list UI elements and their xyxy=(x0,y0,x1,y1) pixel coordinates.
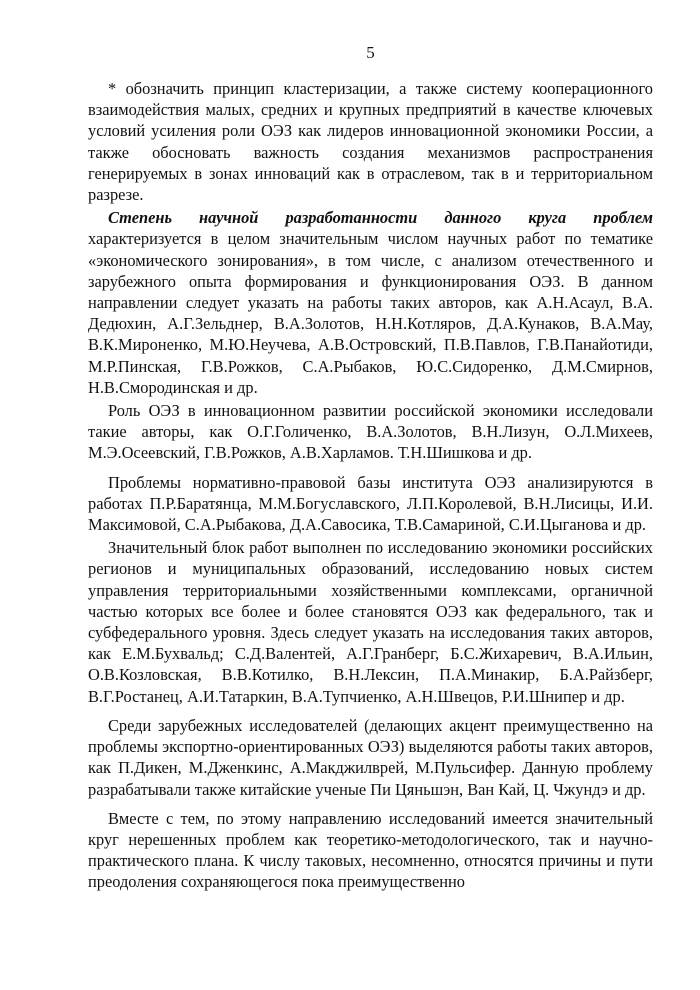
paragraph-text: Роль ОЭЗ в инновационном развитии российской экономики исследовали такие авторы, как О.Г.Голиченко, В.А.Золотов, В.Н.Лизун, О.Л.Михеев, М.Э.Осеевский, Г.В.Рожков, А.В.Харламов. Т.Н.Шишкова и др. xyxy=(88,401,653,463)
paragraph-legal-base xyxy=(88,472,653,536)
paragraph-text: Значительный блок работ выполнен по исследованию экономики российских регионов и муниципальных образований, исследованию новых систем управления территориальными хозяйственными комплексами, органичной частью которых все более и более становятся ОЭЗ как федерального, так и субфедерального уровня. Здесь следует указать на исследования таких авторов, как Е.М.Бухвальд; С.Д.Валентей, А.Г.Гранберг, Б.С.Жихаревич, В.А.Ильин, О.В.Козловская, В.В.Котилко, В.Н.Лексин, П.А.Минакир, Б.А.Райзберг, В.Г.Ростанец, А.И.Татаркин, В.А.Тупчиенко, А.Н.Швецов, Р.И.Шнипер и др. xyxy=(88,538,653,706)
paragraph-innovation-role xyxy=(88,400,653,464)
paragraph-text: Проблемы нормативно-правовой базы института ОЭЗ анализируются в работах П.Р.Баратянца, М.М.Богуславского, Л.П.Королевой, В.Н.Лисицы, И.И. Максимовой, С.А.Рыбакова, Д.А.Савосика, Т.В.Самариной, С.И.Цыганова и др. xyxy=(88,472,653,535)
paragraph-lead-phrase: Степень научной разработанности данного круга проблем xyxy=(108,208,653,228)
paragraph-text: Вместе с тем, по этому направлению исследований имеется значительный круг нерешенных проблем как теоретико-методологического, так и научно-практического плана. К числу таковых, несомненно, относятся причины и пути преодоления сохраняющегося пока преимущественно xyxy=(88,808,653,892)
paragraph-text: характеризуется в целом значительным числом научных работ по тематике «экономического зонирования», в том числе, с анализом отечественного и зарубежного опыта формирования и функционирования ОЭЗ. В данном направлении следует указать на работы таких авторов, как А.Н.Асаул, В.А. Дедюхин, А.Г.Зельднер, В.А.Золотов, Н.Н.Котляров, Д.А.Кунаков, В.А.Мау, В.К.Мироненко, М.Ю.Неучева, А.В.Островский, П.В.Павлов, Г.В.Панайотиди, М.Р.Пинская, Г.В.Рожков, С.А.Рыбаков, Ю.С.Сидоренко, Д.М.Смирнов, Н.В.Смородинская и др. xyxy=(88,229,653,397)
paragraph-regional-economics xyxy=(88,537,653,707)
paragraph-unsolved-problems xyxy=(88,808,653,893)
document-page xyxy=(88,30,653,901)
paragraph-clustering-principle xyxy=(88,78,653,205)
paragraph-research-degree xyxy=(88,207,653,398)
paragraph-text: Среди зарубежных исследователей (делающих акцент преимущественно на проблемы экспортно-ориентированных ОЭЗ) выделяются работы таких авторов, как П.Дикен, М.Дженкинс, А.Макджилврей, М.Пульсифер. Данную проблему разрабатывали также китайские ученые Пи Цяньшэн, Ван Кай, Ц. Чжундэ и др. xyxy=(88,715,653,799)
paragraph-foreign-researchers xyxy=(88,715,653,800)
paragraph-text: * обозначить принцип кластеризации, а также систему кооперационного взаимодействия малых, средних и крупных предприятий в качестве ключевых условий усиления роли ОЭЗ как лидеров инновационной экономики России, а также обосновать важность создания механизмов распространения генерируемых в зонах инноваций как в отраслевом, так в и территориальном разрезе. xyxy=(88,79,653,205)
page-number: 5 xyxy=(366,43,375,62)
